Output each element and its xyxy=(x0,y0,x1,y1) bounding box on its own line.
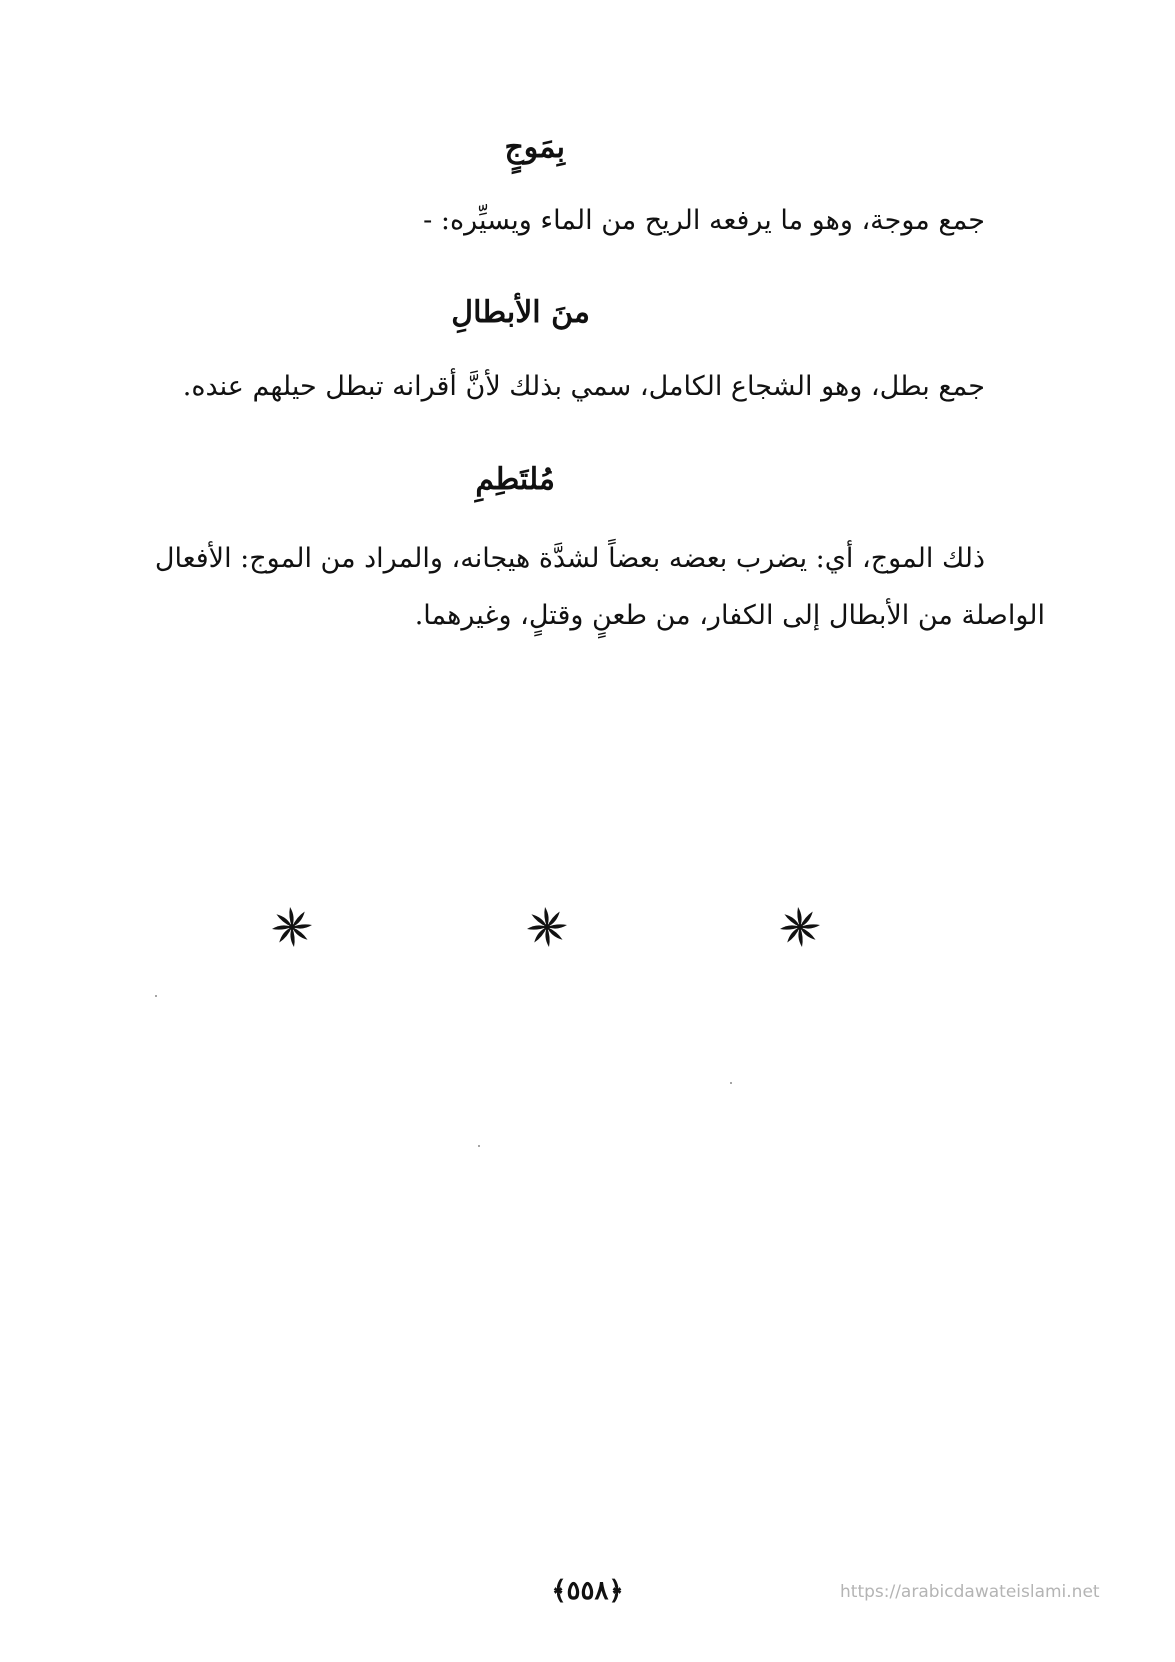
scan-speck xyxy=(155,995,157,997)
entry-term-3: مُلتَطِمِ xyxy=(475,462,555,497)
scan-speck xyxy=(730,1082,732,1084)
entry-definition-1-line-1: جمع موجة، وهو ما يرفعه الريح من الماء ويسيِّره: - xyxy=(423,205,985,236)
section-separator xyxy=(0,905,1175,965)
entry-definition-3-line-1: ذلك الموج، أي: يضرب بعضه بعضاً لشدَّة هيجانه، والمراد من الموج: الأفعال xyxy=(154,543,985,574)
entry-term-1: بِمَوجٍ xyxy=(504,130,565,165)
entry-definition-2-line-1: جمع بطل، وهو الشجاع الكامل، سمي بذلك لأنَّ أقرانه تبطل حيلهم عنده. xyxy=(182,371,985,402)
entry-definition-3-line-2: الواصلة من الأبطال إلى الكفار، من طعنٍ وقتلٍ، وغيرهما. xyxy=(414,600,1045,631)
asterisk-flower-icon xyxy=(778,905,822,949)
scan-speck xyxy=(478,1145,480,1147)
entry-term-2: منَ الأبطالِ xyxy=(451,295,590,330)
asterisk-flower-icon xyxy=(270,905,314,949)
asterisk-flower-icon xyxy=(525,905,569,949)
watermark-link[interactable]: https://arabicdawateislami.net xyxy=(840,1582,1100,1602)
page-number: ﴿٥٥٨﴾ xyxy=(551,1576,624,1606)
